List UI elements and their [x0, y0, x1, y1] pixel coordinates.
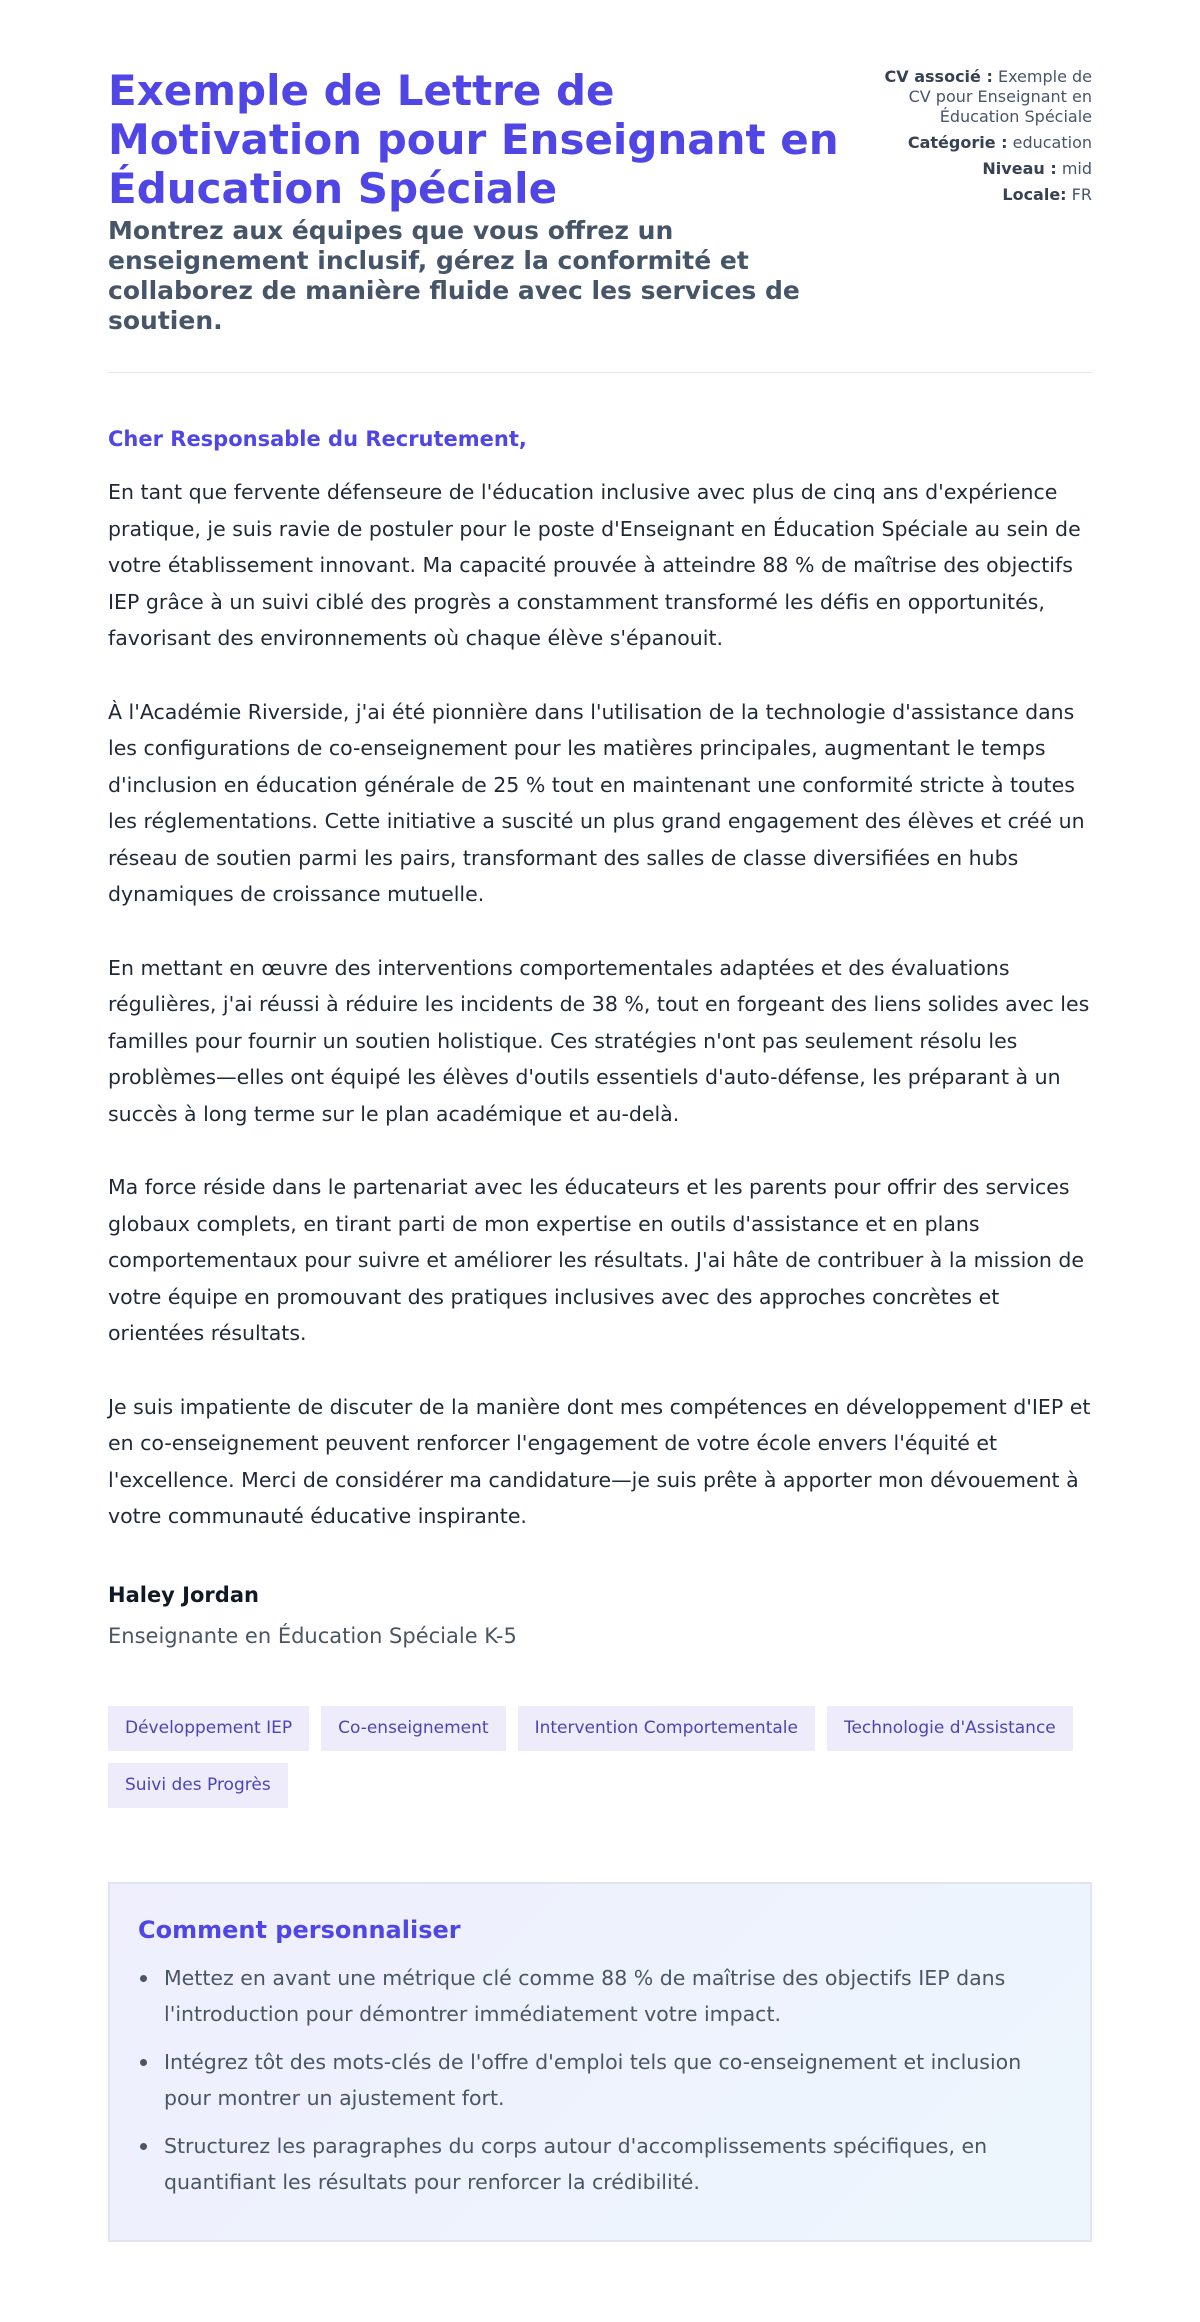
header-titles [108, 66, 868, 336]
skill-tag: Co-enseignement [321, 1706, 505, 1751]
bullet-icon [140, 2059, 147, 2066]
meta-locale-label: Locale: [1002, 185, 1067, 204]
meta-cv [882, 67, 1092, 127]
meta-category [882, 133, 1092, 153]
page-header [108, 66, 1092, 373]
skill-tag: Intervention Comportementale [518, 1706, 815, 1751]
letter-paragraph: En mettant en œuvre des interventions comportementales adaptées et des évaluations régulières, j'ai réussi à réduire les incidents de 38 %, tout en forgeant des liens solides avec les familles pour fournir un soutien holistique. Ces stratégies n'ont pas seulement résolu les problèmes—elles ont équipé les élèves d'outils essentiels d'auto-défense, les préparant à un succès à long terme sur le plan académique et au-delà. [108, 955, 1090, 1126]
meta-cv-label: CV associé : [884, 67, 993, 86]
meta-category-value: education [1012, 133, 1092, 152]
tip-item [138, 2128, 1062, 2200]
bullet-icon [140, 2143, 147, 2150]
signature-role: Enseignante en Éducation Spéciale K-5 [108, 1623, 517, 1648]
tips-title: Comment personnaliser [138, 1915, 461, 1944]
signature-name: Haley Jordan [108, 1582, 259, 1607]
bullet-icon [140, 1975, 147, 1982]
skill-tag: Suivi des Progrès [108, 1763, 288, 1808]
tip-item [138, 2044, 1062, 2116]
signature [108, 1583, 1092, 1648]
page-subtitle: Montrez aux équipes que vous offrez un enseignement inclusif, gérez la conformité et collaborez de manière fluide avec les services de soutien. [108, 216, 800, 335]
skill-tag: Développement IEP [108, 1706, 309, 1751]
letter-paragraph: À l'Académie Riverside, j'ai été pionnière dans l'utilisation de la technologie d'assistance dans les configurations de co-enseignement pour les matières principales, augmentant le temps d'inclusion en éducation générale de 25 % tout en maintenant une conformité stricte à toutes les réglementations. Cette initiative a suscité un plus grand engagement des élèves et créé un réseau de soutien parmi les pairs, transformant des salles de classe diversifiées en hubs dynamiques de croissance mutuelle. [108, 699, 1085, 906]
letter-paragraph: Je suis impatiente de discuter de la manière dont mes compétences en développement d'IEP et en co-enseignement peuvent renforcer l'engagement de votre école envers l'équité et l'excellence. Merci de considérer ma candidature—je suis prête à apporter mon dévouement à votre communauté éducative inspirante. [108, 1394, 1091, 1528]
tip-item [138, 1960, 1062, 2032]
meta-locale-value: FR [1071, 185, 1092, 204]
meta-locale [882, 185, 1092, 205]
page-title: Exemple de Lettre de Motivation pour Enseignant en Éducation Spéciale [108, 66, 839, 213]
tip-text: Mettez en avant une métrique clé comme 88 % de maîtrise des objectifs IEP dans l'introduction pour démontrer immédiatement votre impact. [164, 1965, 1006, 2026]
meta-panel [882, 67, 1092, 211]
meta-cv-value: Exemple de CV pour Enseignant en Éducation Spéciale [908, 67, 1092, 126]
letter-paragraph: En tant que fervente défenseure de l'éducation inclusive avec plus de cinq ans d'expérience pratique, je suis ravie de postuler pour le poste d'Enseignant en Éducation Spéciale au sein de votre établissement innovant. Ma capacité prouvée à atteindre 88 % de maîtrise des objectifs IEP grâce à un suivi ciblé des progrès a constamment transformé les défis en opportunités, favorisant des environnements où chaque élève s'épanouit. [108, 480, 1081, 650]
meta-level-value: mid [1061, 159, 1092, 178]
meta-level-label: Niveau : [982, 159, 1057, 178]
letter-paragraph: Ma force réside dans le partenariat avec les éducateurs et les parents pour offrir des services globaux complets, en tirant parti de mon expertise en outils d'assistance et en plans comportementaux pour suivre et améliorer les résultats. J'ai hâte de contribuer à la mission de votre équipe en promouvant des pratiques inclusives avec des approches concrètes et orientées résultats. [108, 1175, 1085, 1345]
skill-tag: Technologie d'Assistance [827, 1706, 1073, 1751]
meta-level [882, 159, 1092, 179]
meta-category-label: Catégorie : [907, 133, 1008, 152]
letter [108, 427, 1092, 1648]
letter-body [108, 474, 1092, 1535]
tip-text: Structurez les paragraphes du corps autour d'accomplissements spécifiques, en quantifiant les résultats pour renforcer la crédibilité. [164, 2133, 988, 2194]
letter-greeting: Cher Responsable du Recrutement, [108, 427, 527, 451]
tips-list [138, 1960, 1062, 2200]
customization-tips [108, 1882, 1092, 2242]
skill-tags [108, 1706, 1098, 1808]
tip-text: Intégrez tôt des mots-clés de l'offre d'emploi tels que co-enseignement et inclusion pour montrer un ajustement fort. [164, 2049, 1022, 2110]
